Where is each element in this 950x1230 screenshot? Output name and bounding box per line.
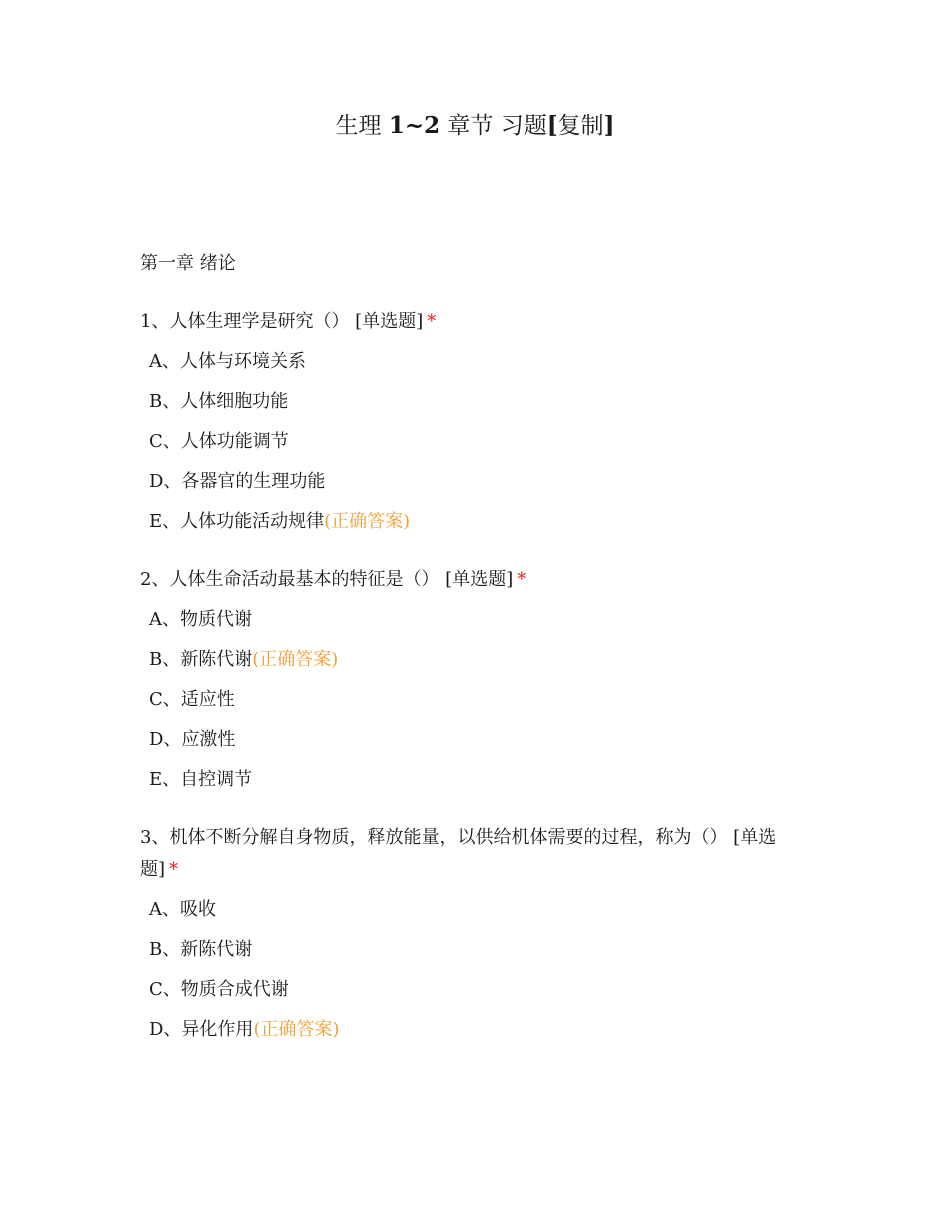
options-list bbox=[149, 604, 810, 796]
required-mark: * bbox=[517, 569, 527, 590]
question-text bbox=[140, 306, 810, 338]
option-label: E、自控调节 bbox=[149, 769, 253, 790]
document-content bbox=[140, 248, 810, 1072]
option-label: C、物质合成代谢 bbox=[149, 979, 289, 1000]
required-mark: * bbox=[427, 311, 437, 332]
option-c bbox=[149, 426, 810, 458]
document-title bbox=[0, 110, 950, 142]
question-1 bbox=[140, 306, 810, 538]
correct-answer-tag: (正确答案) bbox=[252, 649, 339, 670]
option-label: E、人体功能活动规律 bbox=[149, 511, 325, 532]
section-title: 第一章 绪论 bbox=[140, 253, 236, 274]
option-e bbox=[149, 764, 810, 796]
title-part-6: ] bbox=[603, 112, 615, 139]
option-a bbox=[149, 604, 810, 636]
title-part-3: 章节 习题 bbox=[440, 113, 547, 139]
title-part-5: 复制 bbox=[557, 113, 604, 139]
option-d bbox=[149, 724, 810, 756]
option-label: B、人体细胞功能 bbox=[149, 391, 289, 412]
question-3 bbox=[140, 822, 810, 1046]
option-label: C、适应性 bbox=[149, 689, 235, 710]
option-b bbox=[149, 934, 810, 966]
correct-answer-tag: (正确答案) bbox=[324, 511, 411, 532]
option-label: A、人体与环境关系 bbox=[149, 351, 306, 372]
option-label: A、吸收 bbox=[149, 899, 216, 920]
option-e bbox=[149, 506, 810, 538]
title-part-2: 1~2 bbox=[388, 112, 441, 139]
question-label: 1、人体生理学是研究（） [单选题] bbox=[140, 311, 424, 332]
option-b bbox=[149, 644, 810, 676]
title-part-1: 生理 bbox=[335, 113, 389, 139]
option-label: C、人体功能调节 bbox=[149, 431, 289, 452]
question-text bbox=[140, 822, 810, 886]
option-c bbox=[149, 684, 810, 716]
option-label: D、各器官的生理功能 bbox=[149, 471, 326, 492]
option-a bbox=[149, 346, 810, 378]
option-c bbox=[149, 974, 810, 1006]
option-d bbox=[149, 1014, 810, 1046]
option-label: B、新陈代谢 bbox=[149, 939, 253, 960]
question-label: 2、人体生命活动最基本的特征是（） [单选题] bbox=[140, 569, 514, 590]
option-a bbox=[149, 894, 810, 926]
option-label: D、异化作用 bbox=[149, 1019, 254, 1040]
option-b bbox=[149, 386, 810, 418]
options-list bbox=[149, 346, 810, 538]
required-mark: * bbox=[169, 859, 179, 880]
option-d bbox=[149, 466, 810, 498]
option-label: A、物质代谢 bbox=[149, 609, 252, 630]
correct-answer-tag: (正确答案) bbox=[253, 1019, 340, 1040]
option-label: B、新陈代谢 bbox=[149, 649, 253, 670]
question-text bbox=[140, 564, 810, 596]
option-label: D、应激性 bbox=[149, 729, 236, 750]
question-2 bbox=[140, 564, 810, 796]
title-part-4: [ bbox=[546, 112, 558, 139]
options-list bbox=[149, 894, 810, 1046]
question-label: 3、机体不断分解自身物质，释放能量，以供给机体需要的过程，称为（） [单选题] bbox=[140, 827, 777, 880]
